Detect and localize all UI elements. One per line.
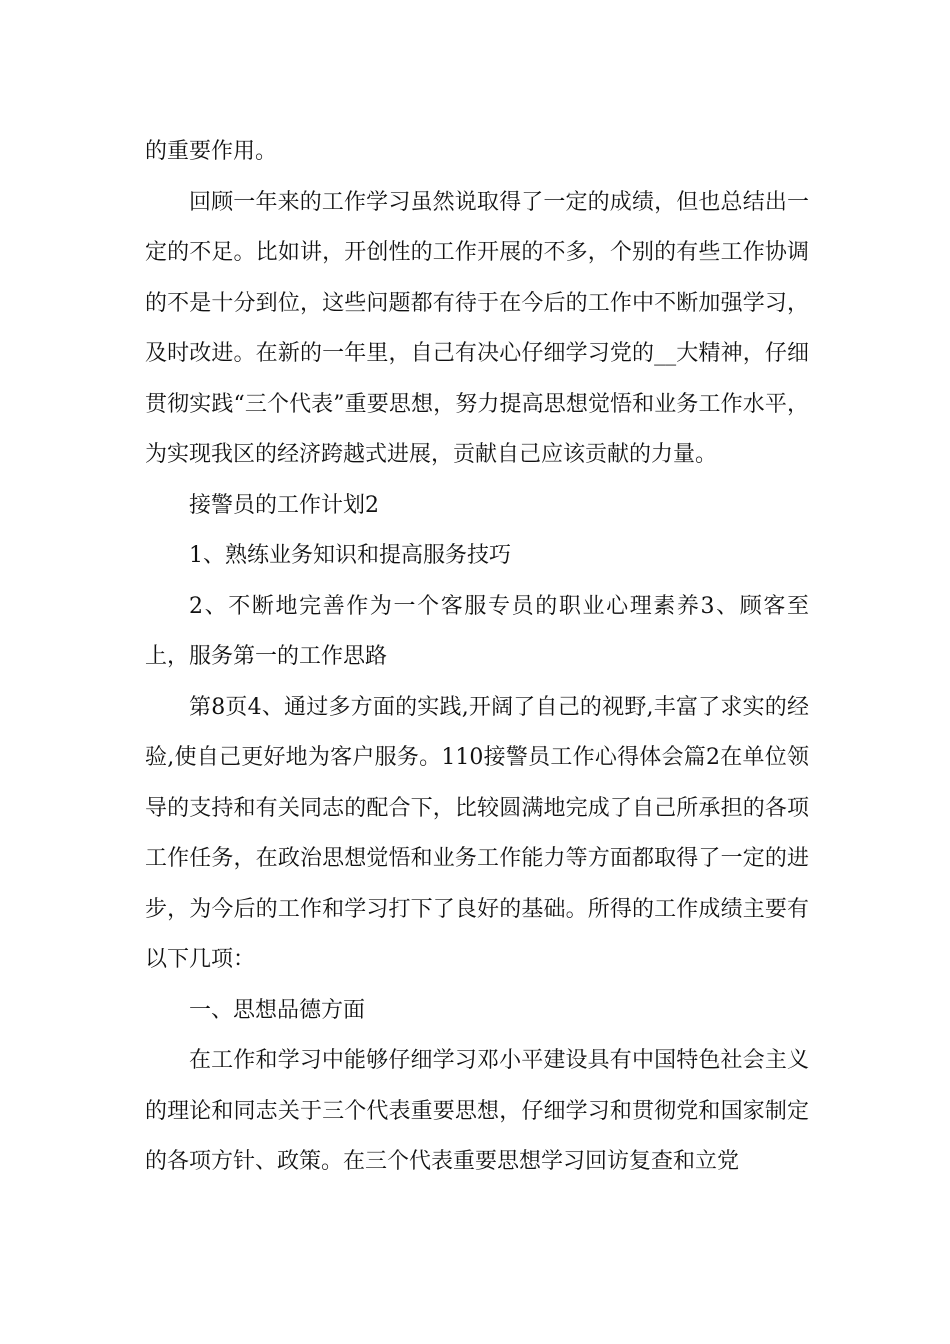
paragraph-2: 回顾一年来的工作学习虽然说取得了一定的成绩，但也总结出一定的不足。比如讲，开创性的工作开展的不多，个别的有些工作协调的不是十分到位，这些问题都有待于在今后的工作中不断加强学习，及时改进。在新的一年里，自己有决心仔细学习党的__大精神，仔细贯彻实践“三个代表”重要思想，努力提高思想觉悟和业务工作水平，为实现我区的经济跨越式进展，贡献自己应该贡献的力量。 bbox=[145, 189, 809, 467]
document-body bbox=[145, 127, 809, 1188]
paragraph-4: 在工作和学习中能够仔细学习邓小平建设具有中国特色社会主义的理论和同志关于三个代表重要思想，仔细学习和贯彻党和国家制定的各项方针、政策。在三个代表重要思想学习回访复查和立党 bbox=[145, 1048, 809, 1174]
section-heading-ideology: 一、思想品德方面 bbox=[189, 997, 366, 1023]
paragraph-1: 的重要作用。 bbox=[145, 139, 278, 164]
list-item-2: 2、不断地完善作为一个客服专员的职业心理素养3、顾客至上，服务第一的工作思路 bbox=[145, 593, 809, 669]
section-heading-plan-2: 接警员的工作计划2 bbox=[189, 492, 379, 518]
paragraph-3: 第8页4、通过多方面的实践,开阔了自己的视野,丰富了求实的经验,使自己更好地为客户服务。110接警员工作心得体会篇2在单位领导的支持和有关同志的配合下，比较圆满地完成了自己所承担的各项工作任务，在政治思想觉悟和业务工作能力等方面都取得了一定的进步，为今后的工作和学习打下了良好的基础。所得的工作成绩主要有以下几项： bbox=[145, 694, 809, 972]
list-item-1: 1、熟练业务知识和提高服务技巧 bbox=[189, 543, 511, 568]
